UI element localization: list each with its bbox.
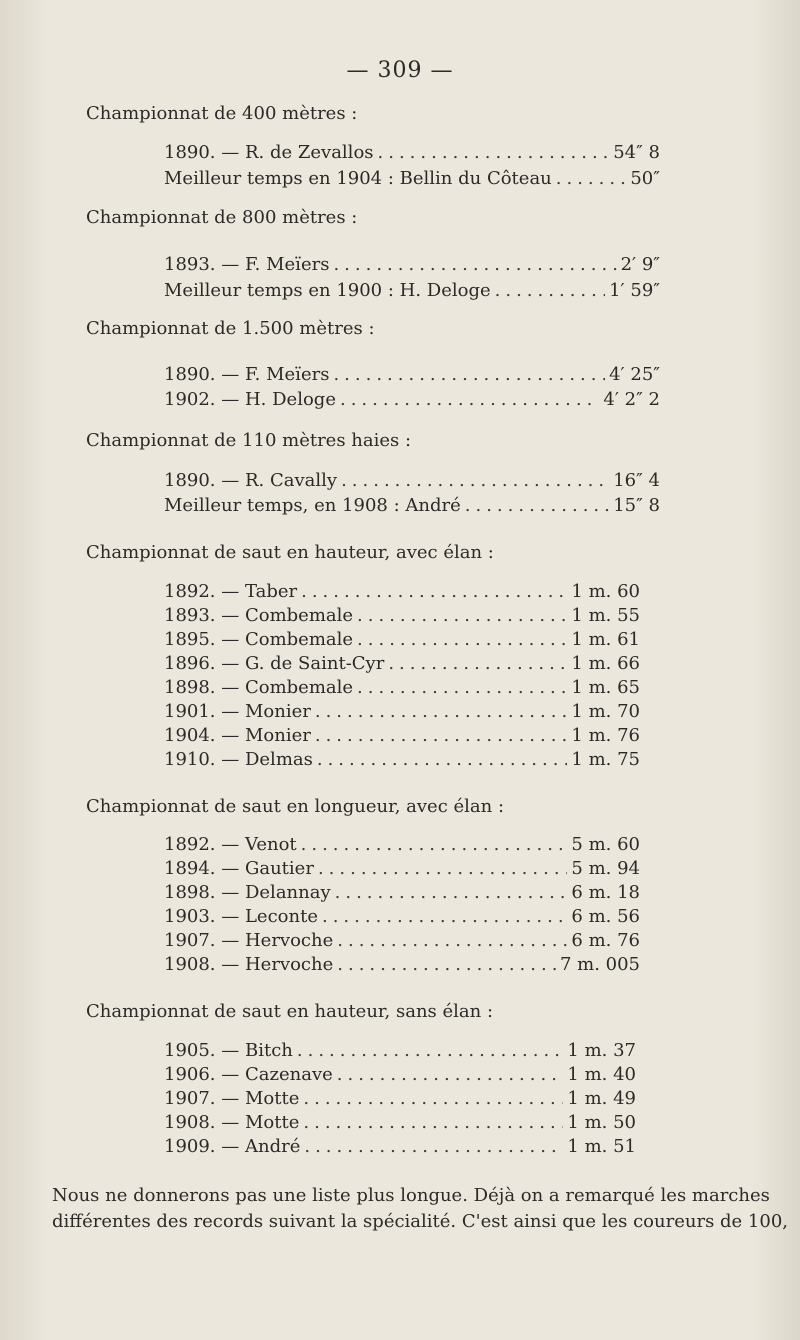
entry-value: 6 m. 56 xyxy=(571,906,640,927)
leader-dots xyxy=(388,653,567,674)
entry-label: 1890. — R. de Zevallos xyxy=(164,142,374,163)
list-item xyxy=(164,1112,636,1136)
list-item xyxy=(164,653,640,677)
entry-value: 1 m. 76 xyxy=(571,725,640,746)
leader-dots xyxy=(337,954,556,975)
entry-label: 1910. — Delmas xyxy=(164,749,313,770)
list-item xyxy=(164,725,640,749)
list-item xyxy=(164,470,660,494)
section-title: Championnat de 1.500 mètres : xyxy=(86,318,375,339)
list-item xyxy=(164,882,640,906)
list-item xyxy=(164,749,640,773)
entry-value: 7 m. 005 xyxy=(559,954,640,975)
list-item xyxy=(164,581,640,605)
list-item xyxy=(164,906,640,930)
section-title: Championnat de saut en hauteur, avec élan : xyxy=(86,542,494,563)
list-item xyxy=(164,858,640,882)
list-item xyxy=(164,495,660,519)
section-title: Championnat de saut en hauteur, sans élan : xyxy=(86,1001,494,1022)
closing-paragraph xyxy=(52,1183,788,1235)
paragraph-line: Nous ne donnerons pas une liste plus longue. Déjà on a remarqué les marches xyxy=(52,1185,770,1206)
entry-value: 1 m. 55 xyxy=(571,605,640,626)
list-item xyxy=(164,142,660,166)
entry-label: 1890. — F. Meïers xyxy=(164,364,330,385)
entry-label: 1892. — Venot xyxy=(164,834,297,855)
leader-dots xyxy=(357,629,567,650)
entry-label: 1895. — Combemale xyxy=(164,629,354,650)
entry-value: 1 m. 60 xyxy=(571,581,640,602)
entry-label: 1905. — Bitch xyxy=(164,1040,293,1061)
paragraph-line: différentes des records suivant la spécialité. C'est ainsi que les coureurs de 100, xyxy=(52,1211,788,1232)
leader-dots xyxy=(495,280,605,301)
entry-label: 1909. — André xyxy=(164,1136,301,1157)
entry-label: 1893. — F. Meïers xyxy=(164,254,330,275)
leader-dots xyxy=(337,930,567,951)
entry-label: 1901. — Monier xyxy=(164,701,311,722)
list-item xyxy=(164,364,660,388)
leader-dots xyxy=(333,254,616,275)
section-title: Championnat de 110 mètres haies : xyxy=(86,430,412,451)
section-title: Championnat de 400 mètres : xyxy=(86,103,358,124)
leader-dots xyxy=(315,701,568,722)
list-item xyxy=(164,1064,636,1088)
entry-label: 1907. — Motte xyxy=(164,1088,300,1109)
list-item xyxy=(164,834,640,858)
entry-label: 1908. — Hervoche xyxy=(164,954,334,975)
entry-value: 1′ 59″ xyxy=(609,280,660,301)
section-title: Championnat de saut en longueur, avec élan : xyxy=(86,796,505,817)
entry-label: 1894. — Gautier xyxy=(164,858,314,879)
leader-dots xyxy=(304,1136,563,1157)
entry-label: Meilleur temps en 1900 : H. Deloge xyxy=(164,280,491,301)
list-item xyxy=(164,629,640,653)
entry-value: 1 m. 37 xyxy=(567,1040,636,1061)
entry-label: 1892. — Taber xyxy=(164,581,298,602)
entry-value: 1 m. 50 xyxy=(567,1112,636,1133)
entry-value: 4′ 2″ 2 xyxy=(603,389,660,410)
leader-dots xyxy=(333,364,605,385)
entry-value: 15″ 8 xyxy=(613,495,660,516)
entry-label: 1890. — R. Cavally xyxy=(164,470,338,491)
leader-dots xyxy=(315,725,568,746)
entry-value: 1 m. 40 xyxy=(567,1064,636,1085)
leader-dots xyxy=(556,168,627,189)
entry-value: 6 m. 76 xyxy=(571,930,640,951)
entry-label: 1904. — Monier xyxy=(164,725,311,746)
entry-label: Meilleur temps, en 1908 : André xyxy=(164,495,461,516)
entry-label: 1903. — Leconte xyxy=(164,906,318,927)
leader-dots xyxy=(322,906,567,927)
page-number: — 309 — xyxy=(346,58,454,83)
entry-label: 1908. — Motte xyxy=(164,1112,300,1133)
leader-dots xyxy=(301,834,568,855)
entry-value: 1 m. 75 xyxy=(571,749,640,770)
entry-value: 16″ 4 xyxy=(613,470,660,491)
leader-dots xyxy=(297,1040,564,1061)
leader-dots xyxy=(303,1112,563,1133)
section-title: Championnat de 800 mètres : xyxy=(86,207,358,228)
entry-label: 1902. — H. Deloge xyxy=(164,389,336,410)
leader-dots xyxy=(318,858,567,879)
entry-value: 4′ 25″ xyxy=(609,364,660,385)
list-item xyxy=(164,1136,636,1160)
entry-label: 1896. — G. de Saint-Cyr xyxy=(164,653,385,674)
list-item xyxy=(164,168,660,192)
entry-label: 1907. — Hervoche xyxy=(164,930,334,951)
entry-value: 5 m. 94 xyxy=(571,858,640,879)
entry-value: 1 m. 61 xyxy=(571,629,640,650)
entry-value: 1 m. 70 xyxy=(571,701,640,722)
entry-value: 6 m. 18 xyxy=(571,882,640,903)
list-item xyxy=(164,605,640,629)
entry-label: 1893. — Combemale xyxy=(164,605,354,626)
leader-dots xyxy=(335,882,568,903)
list-item xyxy=(164,930,640,954)
list-item xyxy=(164,954,640,978)
entry-value: 50″ xyxy=(630,168,660,189)
entry-label: Meilleur temps en 1904 : Bellin du Côteau xyxy=(164,168,552,189)
leader-dots xyxy=(357,677,567,698)
leader-dots xyxy=(378,142,610,163)
leader-dots xyxy=(341,470,609,491)
leader-dots xyxy=(301,581,567,602)
leader-dots xyxy=(465,495,609,516)
list-item xyxy=(164,701,640,725)
entry-label: 1906. — Cazenave xyxy=(164,1064,333,1085)
leader-dots xyxy=(337,1064,564,1085)
entry-value: 1 m. 66 xyxy=(571,653,640,674)
list-item xyxy=(164,280,660,304)
list-item xyxy=(164,254,660,278)
leader-dots xyxy=(340,389,599,410)
leader-dots xyxy=(317,749,568,770)
entry-value: 5 m. 60 xyxy=(571,834,640,855)
entry-value: 2′ 9″ xyxy=(620,254,660,275)
list-item xyxy=(164,677,640,701)
entry-value: 1 m. 51 xyxy=(567,1136,636,1157)
list-item xyxy=(164,1040,636,1064)
entry-value: 1 m. 65 xyxy=(571,677,640,698)
leader-dots xyxy=(357,605,567,626)
entry-value: 1 m. 49 xyxy=(567,1088,636,1109)
list-item xyxy=(164,389,660,413)
list-item xyxy=(164,1088,636,1112)
entry-label: 1898. — Delannay xyxy=(164,882,331,903)
leader-dots xyxy=(303,1088,563,1109)
entry-value: 54″ 8 xyxy=(613,142,660,163)
entry-label: 1898. — Combemale xyxy=(164,677,354,698)
